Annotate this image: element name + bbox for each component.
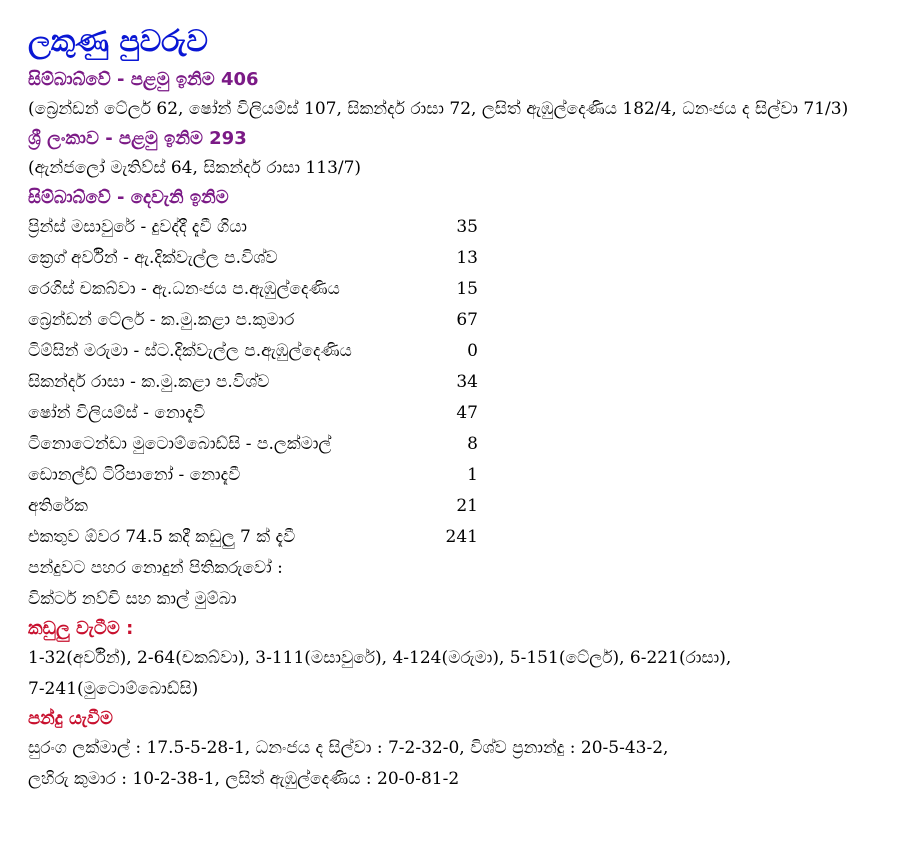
bowling-line: ලහිරු කුමාර : 10-2-38-1, ලසිත් ඇඹුල්දෙණිය : 20-0-81-2 [28, 769, 460, 789]
fall-of-wickets-heading: කඩුලු වැටීම : [28, 618, 134, 639]
extras-row [28, 491, 870, 522]
zimbabwe-first-innings-heading: සිම්බාබ්වේ - පළමු ඉනිම 406 [28, 69, 259, 90]
extras-label: අතිරේක [28, 496, 88, 516]
extras-runs: 21 [456, 496, 478, 516]
zimbabwe-first-innings-summary: (බ්‍රෙන්ඩන් ටේලර් 62, ෂෝන් විලියම්ස් 107, සිකන්දර් රාසා 72, ලසිත් ඇඹුල්දෙණිය 182/4, ධනංජය ද සිල්වා 71/3) [28, 99, 849, 119]
did-not-bat-label: පන්දුවට පහර නොදුන් පිතිකරුවෝ : [28, 558, 283, 578]
bowling-heading: පන්දු යැවීම [28, 708, 113, 729]
sri-lanka-first-innings-heading: ශ්‍රී ලංකාව - පළමු ඉනිම 293 [28, 128, 247, 149]
batting-row [28, 336, 870, 367]
batsman-runs: 15 [456, 279, 478, 299]
batting-row [28, 212, 870, 243]
batting-row [28, 367, 870, 398]
batsman-runs: 1 [467, 465, 478, 485]
page-title: ලකුණු පුවරුව [28, 24, 208, 59]
bowling-line: සුරංග ලක්මාල් : 17.5-5-28-1, ධනංජය ද සිල්වා : 7-2-32-0, විශ්ව ප්‍රනාන්දු : 20-5-43-2, [28, 738, 669, 758]
batting-row [28, 274, 870, 305]
batting-row [28, 305, 870, 336]
batting-row [28, 398, 870, 429]
total-label: එකතුව ඕවර 74.5 කදී කඩුලු 7 ක් දැවී [28, 527, 296, 547]
batsman-name: ක්‍රෙග් අර්වින් - ඇ.දික්වැල්ල ප.විශ්ව [28, 248, 278, 268]
did-not-bat-players: වික්ටර් නව්චි සහ කාල් මුම්බා [28, 589, 237, 609]
sri-lanka-first-innings-summary: (ඇන්ජලෝ මැතිව්ස් 64, සිකන්දර් රාසා 113/7) [28, 158, 362, 178]
batsman-name: ඩොනල්ඩ් ටිරිපානෝ - නොදැවී [28, 465, 241, 485]
batsman-name: ප්‍රින්ස් මසාවුරේ - දුවද්දී දැවී ගියා [28, 217, 248, 237]
batsman-name: ෂෝන් විලියම්ස් - නොදැවී [28, 403, 206, 423]
batsman-runs: 0 [467, 341, 478, 361]
batting-row [28, 243, 870, 274]
batting-table [28, 212, 870, 553]
batting-row [28, 429, 870, 460]
batsman-name: බ්‍රෙන්ඩන් ටේලර් - ක.මු.කළා ප.කුමාර [28, 310, 295, 330]
zimbabwe-second-innings-heading: සිම්බාබ්වේ - දෙවැනි ඉනිම [28, 187, 229, 208]
batsman-runs: 47 [456, 403, 478, 423]
total-row [28, 522, 870, 553]
fall-of-wickets-line: 1-32(අර්වින්), 2-64(චකබ්වා), 3-111(මසාවුරේ), 4-124(මරුමා), 5-151(ටේලර්), 6-221(රාසා), [28, 648, 732, 668]
batsman-runs: 35 [456, 217, 478, 237]
batsman-runs: 8 [467, 434, 478, 454]
batsman-runs: 34 [456, 372, 478, 392]
batsman-runs: 67 [456, 310, 478, 330]
batsman-name: ටිනොටෙන්ඩා මුටොම්බොඩ්සි - ප.ලක්මාල් [28, 434, 332, 454]
batsman-name: රෙගිස් චකබ්වා - ඇ.ධනංජය ප.ඇඹුල්දෙණිය [28, 279, 340, 299]
batting-row [28, 460, 870, 491]
fall-of-wickets-line: 7-241(මුටොම්බොඩ්සි) [28, 679, 199, 699]
batsman-runs: 13 [456, 248, 478, 268]
batsman-name: ටිම්සින් මරුමා - ස්ට.දික්වැල්ල ප.ඇඹුල්දෙණිය [28, 341, 352, 361]
total-runs: 241 [445, 527, 478, 547]
batsman-name: සිකන්දර් රාසා - ක.මු.කළා ප.විශ්ව [28, 372, 270, 392]
